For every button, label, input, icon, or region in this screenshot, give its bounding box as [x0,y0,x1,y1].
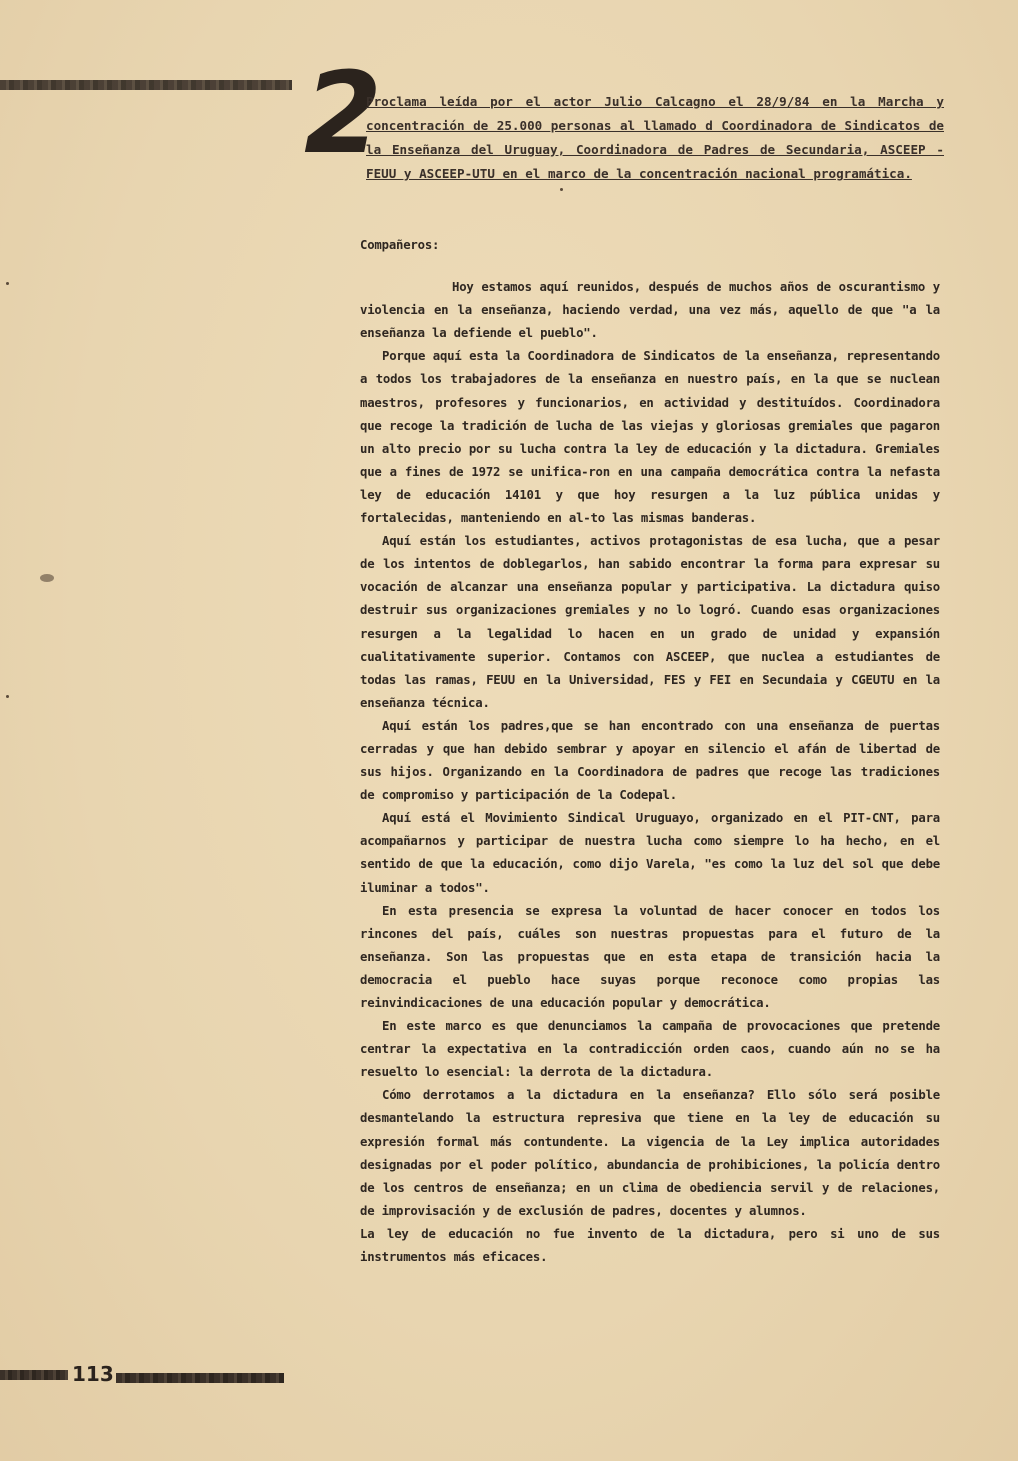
paper-speck [40,574,54,582]
paragraph: Hoy estamos aquí reunidos, después de muchos años de oscurantismo y violencia en la enseñanza, haciendo verdad, una vez más, aquello de que "a la enseñanza la defiende el pueblo". [360,280,940,341]
paragraph: En este marco es que denunciamos la campaña de provocaciones que pretende centrar la expectativa en la contradicción orden caos, cuando aún no se ha resuelto lo esencial: la derrota de la dictadura. [360,1019,940,1080]
page-number: 113 [72,1362,114,1386]
salutation: Compañeros: [360,238,440,252]
paper-speck [560,188,563,191]
document-body [360,234,940,1269]
paragraph: Aquí están los estudiantes, activos protagonistas de esa lucha, que a pesar de los intentos de doblegarlos, han sabido encontrar la forma para expresar su vocación de alcanzar una enseñanza popular y participativa. La dictadura quiso destruir sus organizaciones gremiales y no lo logró. Cuando esas organizaciones resurgen a la legalidad lo hacen en un grado de unidad y expansión cualitativamente superior. Contamos con ASCEEP, que nuclea a estudiantes de todas las ramas, FEUU en la Universidad, FES y FEI en Secundaia y CGEUTU en la enseñanza técnica. [360,534,940,710]
paragraph: Porque aquí esta la Coordinadora de Sindicatos de la enseñanza, representando a todos los trabajadores de la enseñanza en nuestro país, en la que se nuclean maestros, profesores y funcionarios, en actividad y destituídos. Coordinadora que recoge la tradición de lucha de las viejas y gloriosas gremiales que pagaron un alto precio por su lucha contra la ley de educación y la dictadura. Gremiales que a fines de 1972 se unifica-ron en una campaña democrática contra la nefasta ley de educación 14101 y que hoy resurgen a la luz pública unidas y fortalecidas, manteniendo en al-to las mismas banderas. [360,349,940,526]
chapter-number: 2 [304,49,382,179]
top-decorative-rule [0,80,292,90]
document-heading: Proclama leída por el actor Julio Calcagno el 28/9/84 en la Marcha y concentración de 25.000 personas al llamado d Coordinadora de Sindicatos de la Enseñanza del Uruguay, Coordinadora de Padres de Secundaria, ASCEEP - FEUU y ASCEEP-UTU en el marco de la concentración nacional programática. [366,94,944,181]
footer-left-rule [0,1370,68,1380]
paper-speck [6,695,9,698]
footer-right-rule [116,1373,284,1383]
paragraph: La ley de educación no fue invento de la dictadura, pero si uno de sus instrumentos más eficaces. [360,1226,940,1265]
paragraph: En esta presencia se expresa la voluntad de hacer conocer en todos los rincones del país, cuáles son nuestras propuestas para el futuro de la enseñanza. Son las propuestas que en esta etapa de transición hacia la democracia el pueblo hace suyas porque reconoce como propias las reinvindicaciones de una educación popular y democrática. [360,903,940,1010]
paragraph: Aquí están los padres,que se han encontrado con una enseñanza de puertas cerradas y que han debido sembrar y apoyar en silencio el afán de libertad de sus hijos. Organizando en la Coordinadora de padres que recoge las tradiciones de compromiso y participación de la Codepal. [360,718,940,803]
paragraph: Aquí está el Movimiento Sindical Uruguayo, organizado en el PIT-CNT, para acompañarnos y participar de nuestra lucha como siempre lo ha hecho, en el sentido de que la educación, como dijo Varela, "es como la luz del sol que debe iluminar a todos". [360,811,940,895]
paper-speck [6,282,9,285]
paragraph: Cómo derrotamos a la dictadura en la enseñanza? Ello sólo será posible desmantelando la estructura represiva que tiene en la ley de educación su expresión formal más contundente. La vigencia de la Ley implica autoridades designadas por el poder político, abundancia de prohibiciones, la policía dentro de los centros de enseñanza; en un clima de obediencia servil y de relaciones, de improvisación y de exclusión de padres, docentes y alumnos. [360,1088,940,1218]
